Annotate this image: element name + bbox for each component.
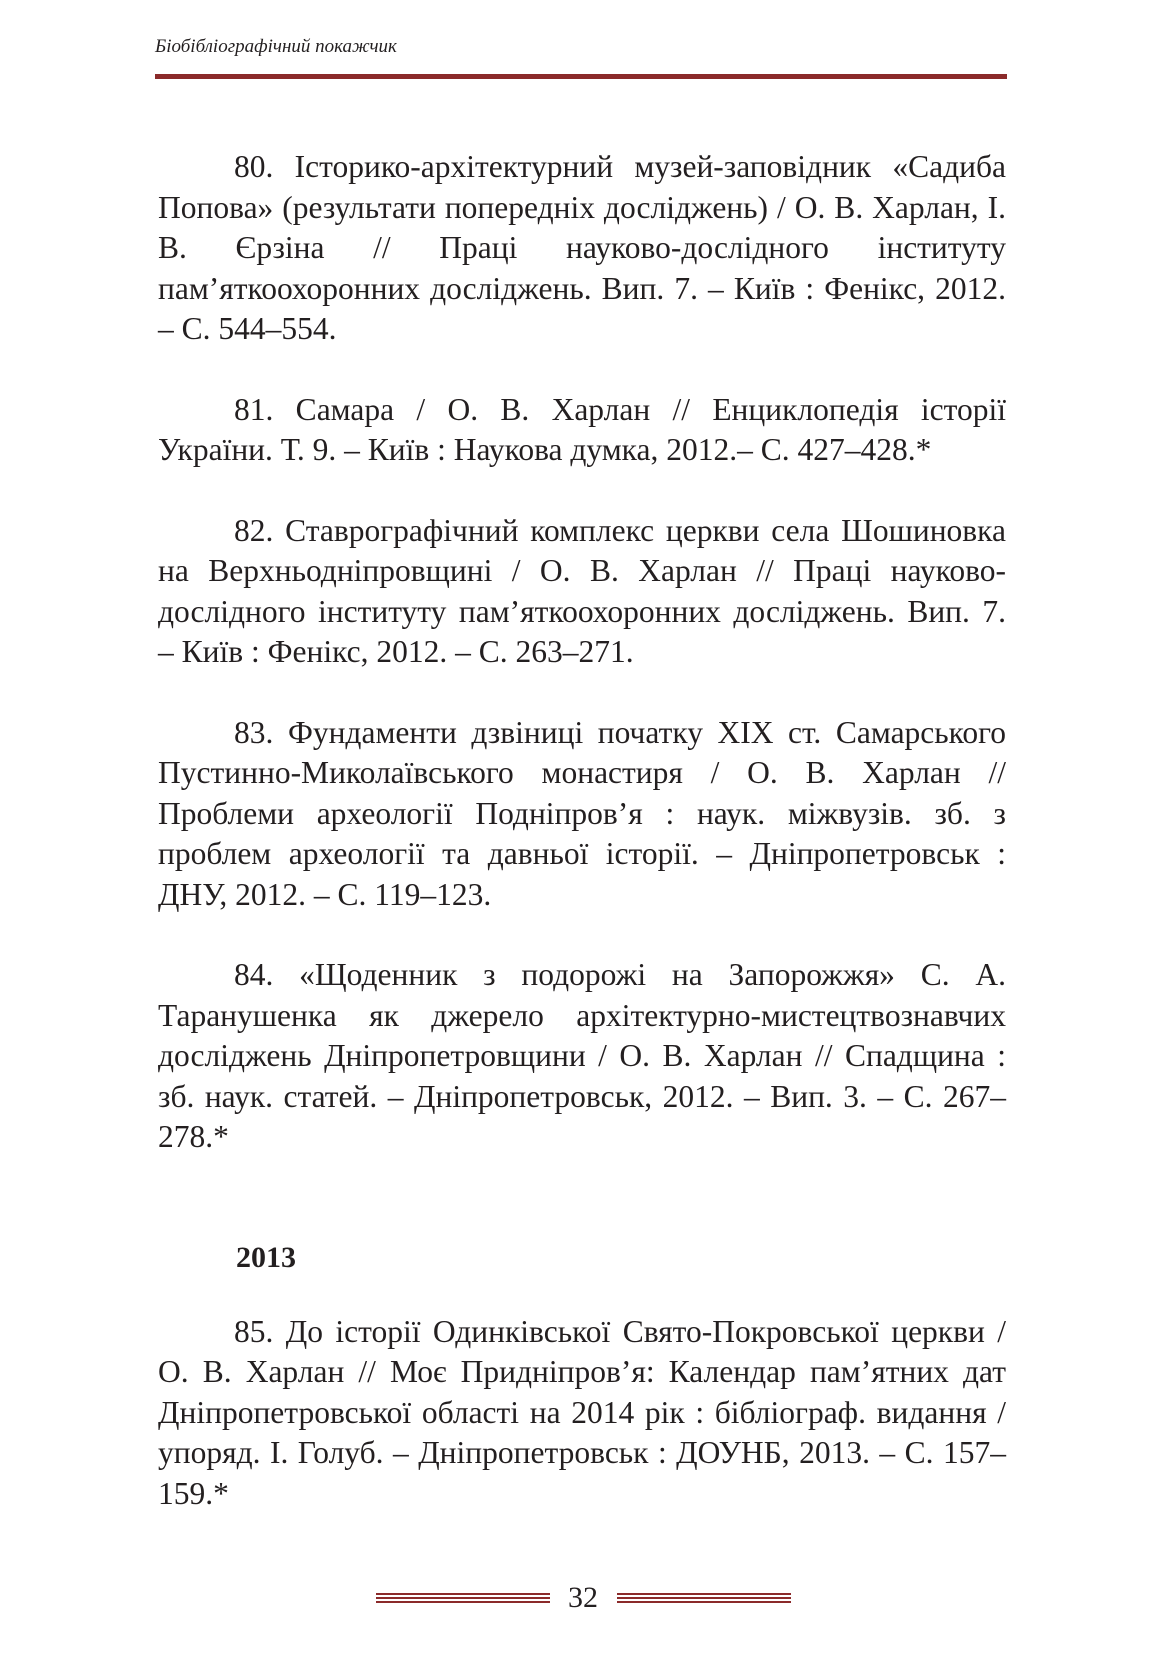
footer-ornament-right	[617, 1593, 791, 1605]
bibliography-entry-81: 81. Самара / О. В. Харлан // Енциклопедія історії України. Т. 9. – Київ : Наукова думка, 2012.– С. 427–428.*	[158, 391, 1006, 467]
page-number: 32	[568, 1581, 598, 1614]
running-head: Біобібліографічний покажчик	[155, 36, 397, 57]
bibliography-entry-82: 82. Ставрографічний комплекс церкви села Шошиновка на Верхньодніпровщині / О. В. Харлан // Праці науково-дослідного інституту пам’яткоохоронних досліджень. Вип. 7. – Київ : Фенікс, 2012. – С. 263–271.	[158, 512, 1006, 669]
footer-ornament-left	[376, 1593, 550, 1605]
bibliography-entry-80: 80. Історико-архітектурний музей-заповідник «Садиба Попова» (результати попередніх досліджень) / О. В. Харлан, І. В. Єрзіна // Праці науково-дослідного інституту пам’яткоохоронних досліджень. Вип. 7. – Київ : Фенікс, 2012. – С. 544–554.	[158, 149, 1006, 346]
bibliography-entry-84: 84. «Щоденник з подорожі на Запорожжя» С. А. Таранушенка як джерело архітектурно-мистецтвознавчих досліджень Дніпропетровщини / О. В. Харлан // Спадщина : зб. наук. статей. – Дніпропетровськ, 2012. – Вип. 3. – С. 267–278.*	[158, 957, 1006, 1154]
year-heading: 2013	[236, 1240, 296, 1274]
bibliography-entry-85: 85. До історії Одинківської Свято-Покровської церкви / О. В. Харлан // Моє Придніпров’я: Календар пам’ятних дат Дніпропетровської області на 2014 рік : бібліограф. видання / упоряд. І. Голуб. – Дніпропетровськ : ДОУНБ, 2013. – С. 157–159.*	[158, 1313, 1006, 1511]
page-body	[158, 147, 1006, 1514]
header-rule	[155, 74, 1007, 79]
page-footer	[0, 1580, 1166, 1616]
bibliography-entry-83: 83. Фундаменти дзвіниці початку XIX ст. Самарського Пустинно-Миколаївського монастиря / О. В. Харлан // Проблеми археології Подніпров’я : наук. міжвузів. зб. з проблем археології та давньої історії. – Дніпропетровськ : ДНУ, 2012. – С. 119–123.	[158, 714, 1006, 912]
